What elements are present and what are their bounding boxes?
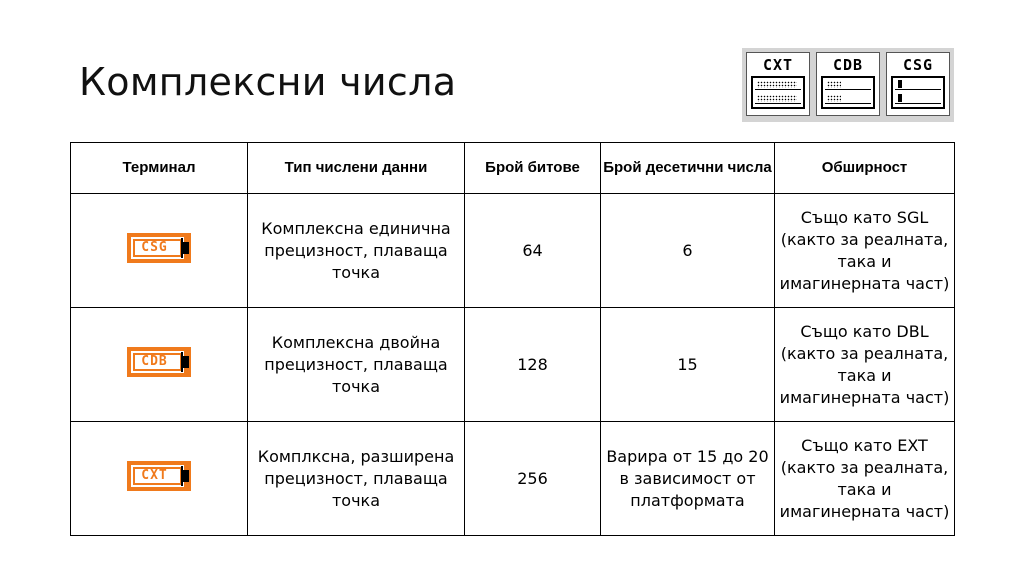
range-cell: Също като DBL (както за реалната, така и имагинерната част)	[775, 308, 955, 422]
terminal-label: CXT	[133, 467, 182, 485]
palette-icon-label: CDB	[832, 56, 864, 74]
terminal-cell	[71, 308, 248, 422]
slide-title: Комплексни числа	[79, 60, 457, 104]
range-cell: Също като EXT (както за реалната, така и имагинерната част)	[775, 422, 955, 536]
terminal-cell	[71, 422, 248, 536]
header-bits: Брой битове	[465, 143, 601, 194]
header-range: Обширност	[775, 143, 955, 194]
header-digits: Брой десетични числа	[601, 143, 775, 194]
cxt-terminal-icon	[127, 461, 191, 491]
complex-numbers-table	[70, 142, 955, 536]
terminal-label: CDB	[133, 353, 182, 371]
cdb-palette-icon	[816, 52, 880, 116]
csg-terminal-icon	[127, 233, 191, 263]
palette-icon-label: CXT	[762, 56, 794, 74]
header-terminal: Терминал	[71, 143, 248, 194]
palette-icons	[742, 48, 954, 122]
bits-cell: 64	[465, 194, 601, 308]
bits-cell: 256	[465, 422, 601, 536]
digits-cell: Варира от 15 до 20 в зависимост от платформата	[601, 422, 775, 536]
table-row	[71, 194, 955, 308]
data-type-cell: Комплексна единична прецизност, плаваща точка	[248, 194, 465, 308]
terminal-cell	[71, 194, 248, 308]
csg-palette-icon	[886, 52, 950, 116]
bits-cell: 128	[465, 308, 601, 422]
header-data-type: Тип числени данни	[248, 143, 465, 194]
table-row	[71, 308, 955, 422]
palette-icon-label: CSG	[902, 56, 934, 74]
data-type-cell: Комплксна, разширена прецизност, плаваща точка	[248, 422, 465, 536]
terminal-label: CSG	[133, 239, 182, 257]
digits-cell: 6	[601, 194, 775, 308]
data-type-cell: Комплексна двойна прецизност, плаваща точка	[248, 308, 465, 422]
digits-cell: 15	[601, 308, 775, 422]
cxt-palette-icon	[746, 52, 810, 116]
table-header-row	[71, 143, 955, 194]
cdb-terminal-icon	[127, 347, 191, 377]
range-cell: Също като SGL (както за реалната, така и имагинерната част)	[775, 194, 955, 308]
table-row	[71, 422, 955, 536]
